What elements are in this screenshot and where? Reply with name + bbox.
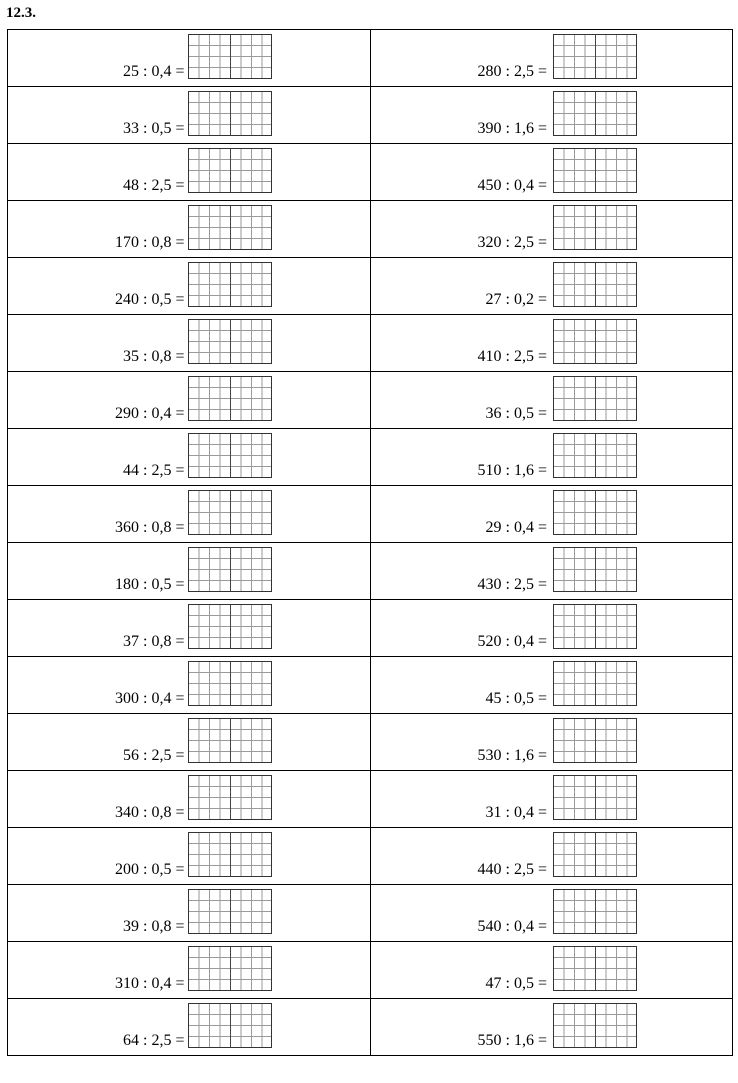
answer-grid[interactable] [188, 319, 272, 364]
exercise-cell-left [8, 486, 371, 543]
answer-grid[interactable] [553, 433, 637, 478]
answer-grid[interactable] [553, 1003, 637, 1048]
table-row [8, 30, 733, 87]
answer-grid[interactable] [188, 547, 272, 592]
exercise-cell-right [370, 87, 733, 144]
answer-grid[interactable] [553, 832, 637, 877]
table-row [8, 201, 733, 258]
answer-grid[interactable] [188, 433, 272, 478]
answer-grid[interactable] [553, 604, 637, 649]
exercise-cell-right [370, 372, 733, 429]
exercise-title: 12.3. [6, 5, 36, 21]
division-expression: 510 : 1,6 = [477, 462, 547, 479]
division-expression: 430 : 2,5 = [477, 576, 547, 593]
answer-grid[interactable] [188, 490, 272, 535]
answer-grid[interactable] [553, 262, 637, 307]
answer-grid[interactable] [188, 34, 272, 79]
exercise-cell-left [8, 657, 371, 714]
table-row [8, 486, 733, 543]
exercise-table [7, 29, 733, 1056]
exercise-cell-left [8, 87, 371, 144]
answer-grid[interactable] [553, 205, 637, 250]
exercise-cell-right [370, 258, 733, 315]
answer-grid[interactable] [188, 91, 272, 136]
answer-grid[interactable] [553, 775, 637, 820]
exercise-cell-right [370, 429, 733, 486]
table-row [8, 429, 733, 486]
division-expression: 200 : 0,5 = [115, 861, 185, 878]
division-expression: 360 : 0,8 = [115, 519, 185, 536]
exercise-cell-left [8, 372, 371, 429]
exercise-cell-right [370, 828, 733, 885]
exercise-cell-right [370, 657, 733, 714]
answer-grid[interactable] [553, 661, 637, 706]
division-expression: 37 : 0,8 = [123, 633, 185, 650]
division-expression: 390 : 1,6 = [477, 120, 547, 137]
exercise-cell-left [8, 600, 371, 657]
table-row [8, 942, 733, 999]
exercise-cell-left [8, 144, 371, 201]
answer-grid[interactable] [553, 34, 637, 79]
exercise-cell-left [8, 942, 371, 999]
exercise-cell-left [8, 429, 371, 486]
division-expression: 44 : 2,5 = [123, 462, 185, 479]
answer-grid[interactable] [188, 775, 272, 820]
answer-grid[interactable] [188, 376, 272, 421]
answer-grid[interactable] [553, 91, 637, 136]
division-expression: 48 : 2,5 = [123, 177, 185, 194]
division-expression: 29 : 0,4 = [485, 519, 547, 536]
division-expression: 25 : 0,4 = [123, 63, 185, 80]
answer-grid[interactable] [553, 946, 637, 991]
division-expression: 64 : 2,5 = [123, 1032, 185, 1049]
exercise-cell-right [370, 999, 733, 1056]
table-row [8, 87, 733, 144]
division-expression: 520 : 0,4 = [477, 633, 547, 650]
exercise-cell-right [370, 885, 733, 942]
answer-grid[interactable] [188, 661, 272, 706]
table-row [8, 714, 733, 771]
division-expression: 35 : 0,8 = [123, 348, 185, 365]
answer-grid[interactable] [188, 205, 272, 250]
division-expression: 280 : 2,5 = [477, 63, 547, 80]
division-expression: 36 : 0,5 = [485, 405, 547, 422]
division-expression: 550 : 1,6 = [477, 1032, 547, 1049]
exercise-cell-left [8, 258, 371, 315]
table-row [8, 372, 733, 429]
division-expression: 31 : 0,4 = [485, 804, 547, 821]
division-expression: 320 : 2,5 = [477, 234, 547, 251]
answer-grid[interactable] [553, 547, 637, 592]
exercise-cell-right [370, 486, 733, 543]
answer-grid[interactable] [188, 832, 272, 877]
exercise-cell-right [370, 714, 733, 771]
division-expression: 180 : 0,5 = [115, 576, 185, 593]
exercise-cell-left [8, 999, 371, 1056]
table-row [8, 258, 733, 315]
division-expression: 240 : 0,5 = [115, 291, 185, 308]
answer-grid[interactable] [188, 889, 272, 934]
table-row [8, 600, 733, 657]
division-expression: 530 : 1,6 = [477, 747, 547, 764]
table-row [8, 771, 733, 828]
exercise-cell-left [8, 30, 371, 87]
division-expression: 310 : 0,4 = [115, 975, 185, 992]
division-expression: 290 : 0,4 = [115, 405, 185, 422]
table-row [8, 144, 733, 201]
answer-grid[interactable] [188, 946, 272, 991]
division-expression: 27 : 0,2 = [485, 291, 547, 308]
exercise-cell-left [8, 714, 371, 771]
exercise-cell-right [370, 30, 733, 87]
exercise-cell-left [8, 201, 371, 258]
answer-grid[interactable] [188, 1003, 272, 1048]
table-row [8, 828, 733, 885]
exercise-cell-left [8, 885, 371, 942]
division-expression: 33 : 0,5 = [123, 120, 185, 137]
answer-grid[interactable] [553, 319, 637, 364]
division-expression: 45 : 0,5 = [485, 690, 547, 707]
division-expression: 410 : 2,5 = [477, 348, 547, 365]
exercise-cell-left [8, 771, 371, 828]
exercise-cell-right [370, 315, 733, 372]
exercise-cell-right [370, 600, 733, 657]
table-row [8, 315, 733, 372]
answer-grid[interactable] [188, 262, 272, 307]
exercise-cell-right [370, 144, 733, 201]
table-row [8, 885, 733, 942]
exercise-cell-right [370, 771, 733, 828]
exercise-cell-right [370, 543, 733, 600]
exercise-cell-left [8, 543, 371, 600]
exercise-cell-left [8, 828, 371, 885]
answer-grid[interactable] [553, 376, 637, 421]
answer-grid[interactable] [188, 604, 272, 649]
exercise-cell-left [8, 315, 371, 372]
answer-grid[interactable] [553, 490, 637, 535]
answer-grid[interactable] [553, 889, 637, 934]
answer-grid[interactable] [553, 718, 637, 763]
division-expression: 540 : 0,4 = [477, 918, 547, 935]
division-expression: 56 : 2,5 = [123, 747, 185, 764]
exercise-cell-right [370, 201, 733, 258]
division-expression: 170 : 0,8 = [115, 234, 185, 251]
answer-grid[interactable] [188, 148, 272, 193]
table-row [8, 999, 733, 1056]
division-expression: 440 : 2,5 = [477, 861, 547, 878]
division-expression: 340 : 0,8 = [115, 804, 185, 821]
table-row [8, 543, 733, 600]
division-expression: 450 : 0,4 = [477, 177, 547, 194]
table-row [8, 657, 733, 714]
exercise-cell-right [370, 942, 733, 999]
division-expression: 47 : 0,5 = [485, 975, 547, 992]
answer-grid[interactable] [188, 718, 272, 763]
answer-grid[interactable] [553, 148, 637, 193]
division-expression: 300 : 0,4 = [115, 690, 185, 707]
division-expression: 39 : 0,8 = [123, 918, 185, 935]
